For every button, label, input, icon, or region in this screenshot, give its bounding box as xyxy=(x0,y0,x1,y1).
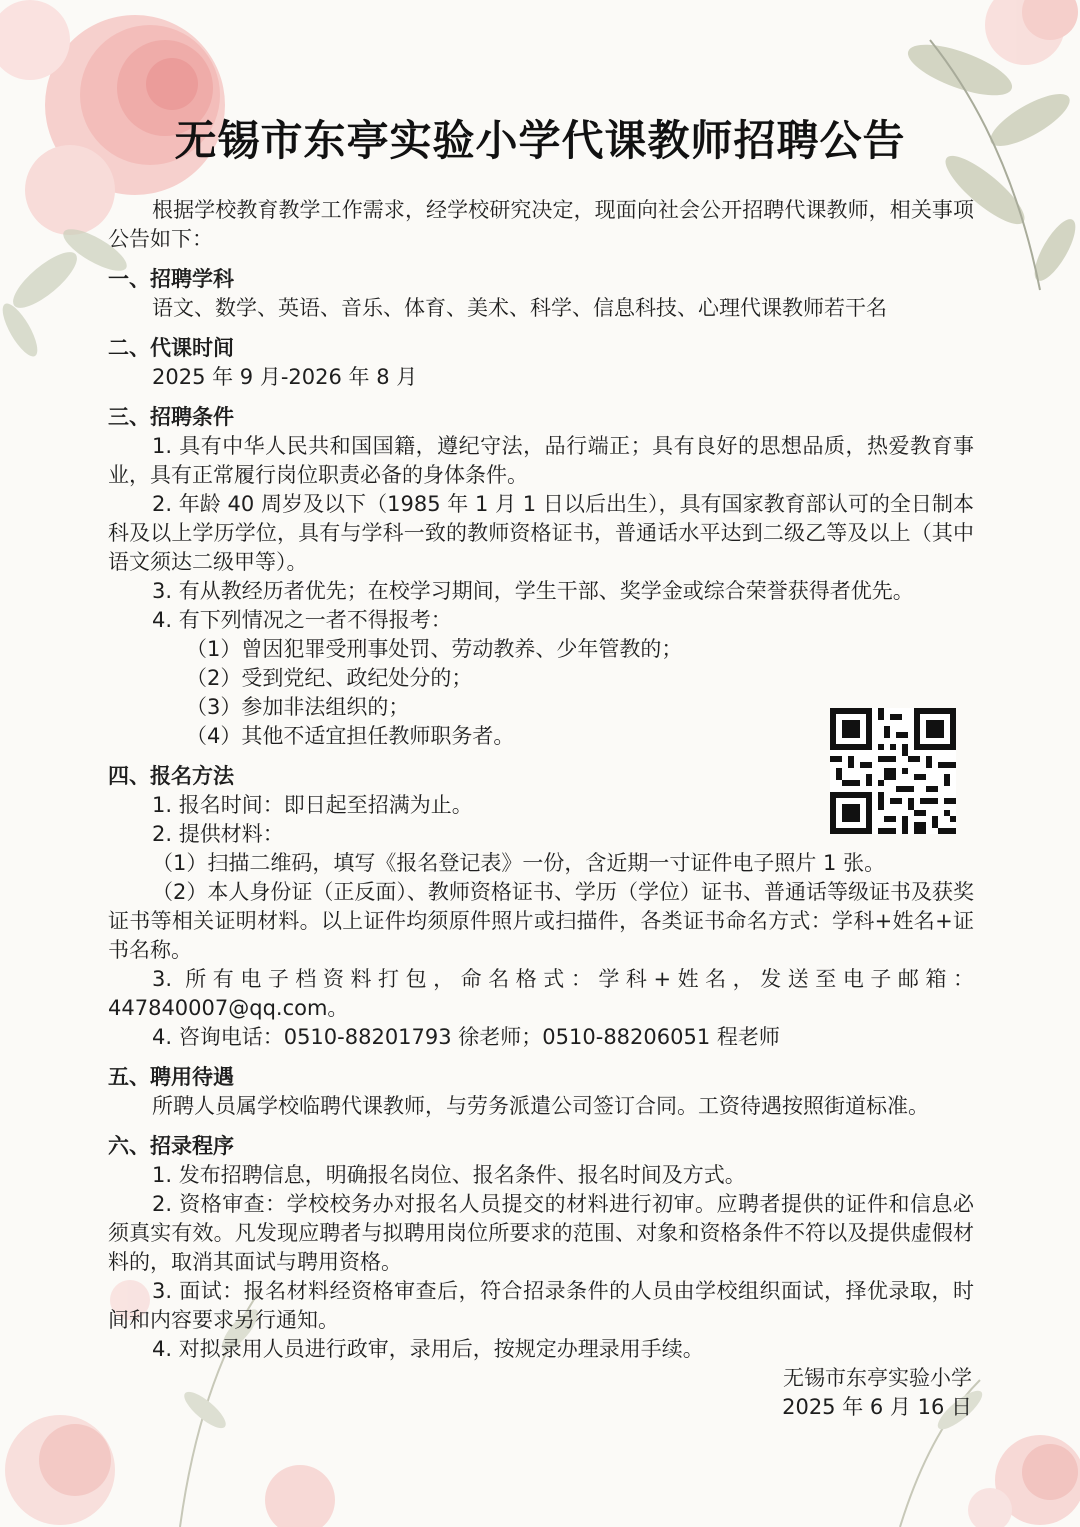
rose-top-right-icon xyxy=(985,0,1078,65)
material-item: （1）扫描二维码，填写《报名登记表》一份，含近期一寸证件电子照片 1 张。 xyxy=(152,851,886,875)
intro-paragraph: 根据学校教育教学工作需求，经学校研究决定，现面向社会公开招聘代课教师，相关事项公告如下： xyxy=(108,198,974,251)
subjects-text: 语文、数学、英语、音乐、体育、美术、科学、信息科技、心理代课教师若干名 xyxy=(152,296,887,320)
procedure-item: 3. 面试：报名材料经资格审查后，符合招录条件的人员由学校组织面试，择优录取，时间和内容要求另行通知。 xyxy=(108,1279,974,1332)
procedure-item: 1. 发布招聘信息，明确报名岗位、报名条件、报名时间及方式。 xyxy=(152,1163,746,1187)
signature-block xyxy=(782,1364,972,1422)
exclusion-item: （4）其他不适宜担任教师职务者。 xyxy=(186,724,515,748)
period-text: 2025 年 9 月-2026 年 8 月 xyxy=(152,365,418,389)
condition-item: 4. 有下列情况之一者不得报考： xyxy=(152,608,452,632)
section-heading-period: 二、代课时间 xyxy=(108,336,234,360)
procedure-item: 4. 对拟录用人员进行政审，录用后，按规定办理录用手续。 xyxy=(152,1337,704,1361)
section-heading-procedure: 六、招录程序 xyxy=(108,1134,234,1158)
page-title: 无锡市东亭实验小学代课教师招聘公告 xyxy=(174,116,906,165)
signature-date: 2025 年 6 月 16 日 xyxy=(782,1395,972,1419)
qr-code-icon[interactable] xyxy=(830,708,956,834)
method-item-email: 3. 所有电子档资料打包，命名格式：学科+姓名，发送至电子邮箱：447840007@qq.com。 xyxy=(108,967,974,1020)
exclusion-item: （2）受到党纪、政纪处分的； xyxy=(186,666,473,690)
material-item: （2）本人身份证（正反面）、教师资格证书、学历（学位）证书、普通话等级证书及获奖证书等相关证明材料。以上证件均须原件照片或扫描件，各类证书命名方式：学科+姓名+证书名称。 xyxy=(108,880,974,962)
treatment-text: 所聘人员属学校临聘代课教师，与劳务派遣公司签订合同。工资待遇按照街道标准。 xyxy=(152,1094,929,1118)
method-item-phone: 4. 咨询电话：0510-88201793 徐老师；0510-88206051 程老师 xyxy=(152,1025,780,1049)
exclusion-item: （3）参加非法组织的； xyxy=(186,695,410,719)
procedure-item: 2. 资格审查：学校校务办对报名人员提交的材料进行初审。应聘者提供的证件和信息必须真实有效。凡发现应聘者与拟聘用岗位所要求的范围、对象和资格条件不符以及提供虚假材料的，取消其面试与聘用资格。 xyxy=(108,1192,974,1274)
section-heading-method: 四、报名方法 xyxy=(108,764,234,788)
condition-item: 2. 年龄 40 周岁及以下（1985 年 1 月 1 日以后出生），具有国家教育部认可的全日制本科及以上学历学位，具有与学科一致的教师资格证书，普通话水平达到二级乙等及以上（其中语文须达二级甲等）。 xyxy=(108,492,974,574)
section-heading-treatment: 五、聘用待遇 xyxy=(108,1065,234,1089)
section-heading-subjects: 一、招聘学科 xyxy=(108,267,234,291)
condition-item: 1. 具有中华人民共和国国籍，遵纪守法，品行端正；具有良好的思想品质，热爱教育事业，具有正常履行岗位职责必备的身体条件。 xyxy=(108,434,974,487)
exclusion-item: （1）曾因犯罪受刑事处罚、劳动教养、少年管教的； xyxy=(186,637,683,661)
section-heading-conditions: 三、招聘条件 xyxy=(108,405,234,429)
condition-item: 3. 有从教经历者优先；在校学习期间，学生干部、奖学金或综合荣誉获得者优先。 xyxy=(152,579,914,603)
signature-organization: 无锡市东亭实验小学 xyxy=(783,1366,972,1390)
method-item: 1. 报名时间：即日起至招满为止。 xyxy=(152,793,473,817)
method-item: 2. 提供材料： xyxy=(152,822,284,846)
